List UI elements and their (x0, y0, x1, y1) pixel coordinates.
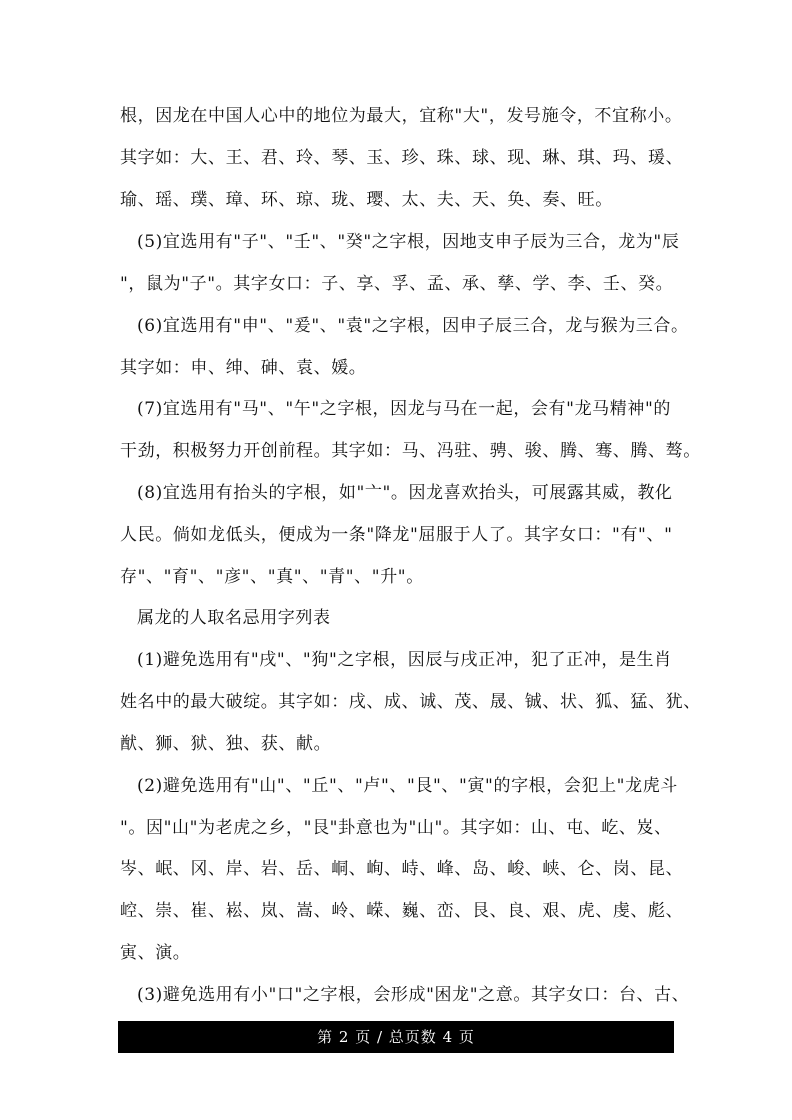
text-line: 干劲，积极努力开创前程。其字如：马、冯驻、骋、骏、腾、骞、腾、骜。 (120, 441, 701, 461)
text-line: "，鼠为"子"。其字女口：子、享、孚、孟、承、孳、学、李、壬、癸。 (120, 274, 674, 294)
text-line: 猷、狮、狱、独、获、献。 (120, 734, 332, 754)
text-line: 根，因龙在中国人心中的地位为最大，宜称"大"，发号施令，不宜称小。 (120, 106, 683, 126)
text-line: (2)避免选用有"山"、"丘"、"卢"、"艮"、"寅"的字根，会犯上"龙虎斗 (137, 776, 678, 796)
text-line: 存"、"育"、"彦"、"真"、"青"、"升"。 (120, 567, 424, 587)
text-line: 其字如：大、王、君、玲、琴、玉、珍、珠、球、现、琳、琪、玛、瑗、 (120, 148, 684, 168)
text-line: 岑、岷、冈、岸、岩、岳、峒、峋、峙、峰、岛、峻、峡、仑、岗、昆、 (120, 859, 684, 879)
text-line: "。因"山"为老虎之乡，"艮"卦意也为"山"。其字如：山、屯、屹、岌、 (120, 818, 672, 838)
text-line: 姓名中的最大破绽。其字如：戌、成、诚、茂、晟、铖、状、狐、猛、犹、 (120, 692, 701, 712)
page-footer: 第 2 页 / 总页数 4 页 (118, 1021, 674, 1053)
text-line: 人民。倘如龙低头，便成为一条"降龙"屈服于人了。其字女口："有"、" (120, 525, 673, 545)
text-line: (7)宜选用有"马"、"午"之字根，因龙与马在一起，会有"龙马精神"的 (137, 399, 671, 419)
text-line: 瑜、瑶、璞、璋、环、琼、珑、璎、太、夫、天、奂、奏、旺。 (120, 190, 613, 210)
text-line: (5)宜选用有"子"、"壬"、"癸"之字根，因地支申子辰为三合，龙为"辰 (137, 232, 680, 252)
text-line: 其字如：申、绅、砷、袁、媛。 (120, 358, 367, 378)
section-heading: 属龙的人取名忌用字列表 (137, 608, 331, 628)
text-line: 寅、演。 (120, 943, 191, 963)
text-line: 崆、崇、崔、崧、岚、嵩、岭、嵘、巍、峦、艮、良、艰、虎、虔、彪、 (120, 901, 684, 921)
text-line: (6)宜选用有"申"、"爰"、"袁"之字根，因申子辰三合，龙与猴为三合。 (137, 316, 689, 336)
text-line: (3)避免选用有小"口"之字根，会形成"困龙"之意。其字女口：台、古、 (137, 985, 690, 1005)
text-line: (8)宜选用有抬头的字根，如"亠"。因龙喜欢抬头，可展露其威，教化 (137, 483, 673, 503)
text-line: (1)避免选用有"戌"、"狗"之字根，因辰与戌正冲，犯了正冲，是生肖 (137, 650, 672, 670)
